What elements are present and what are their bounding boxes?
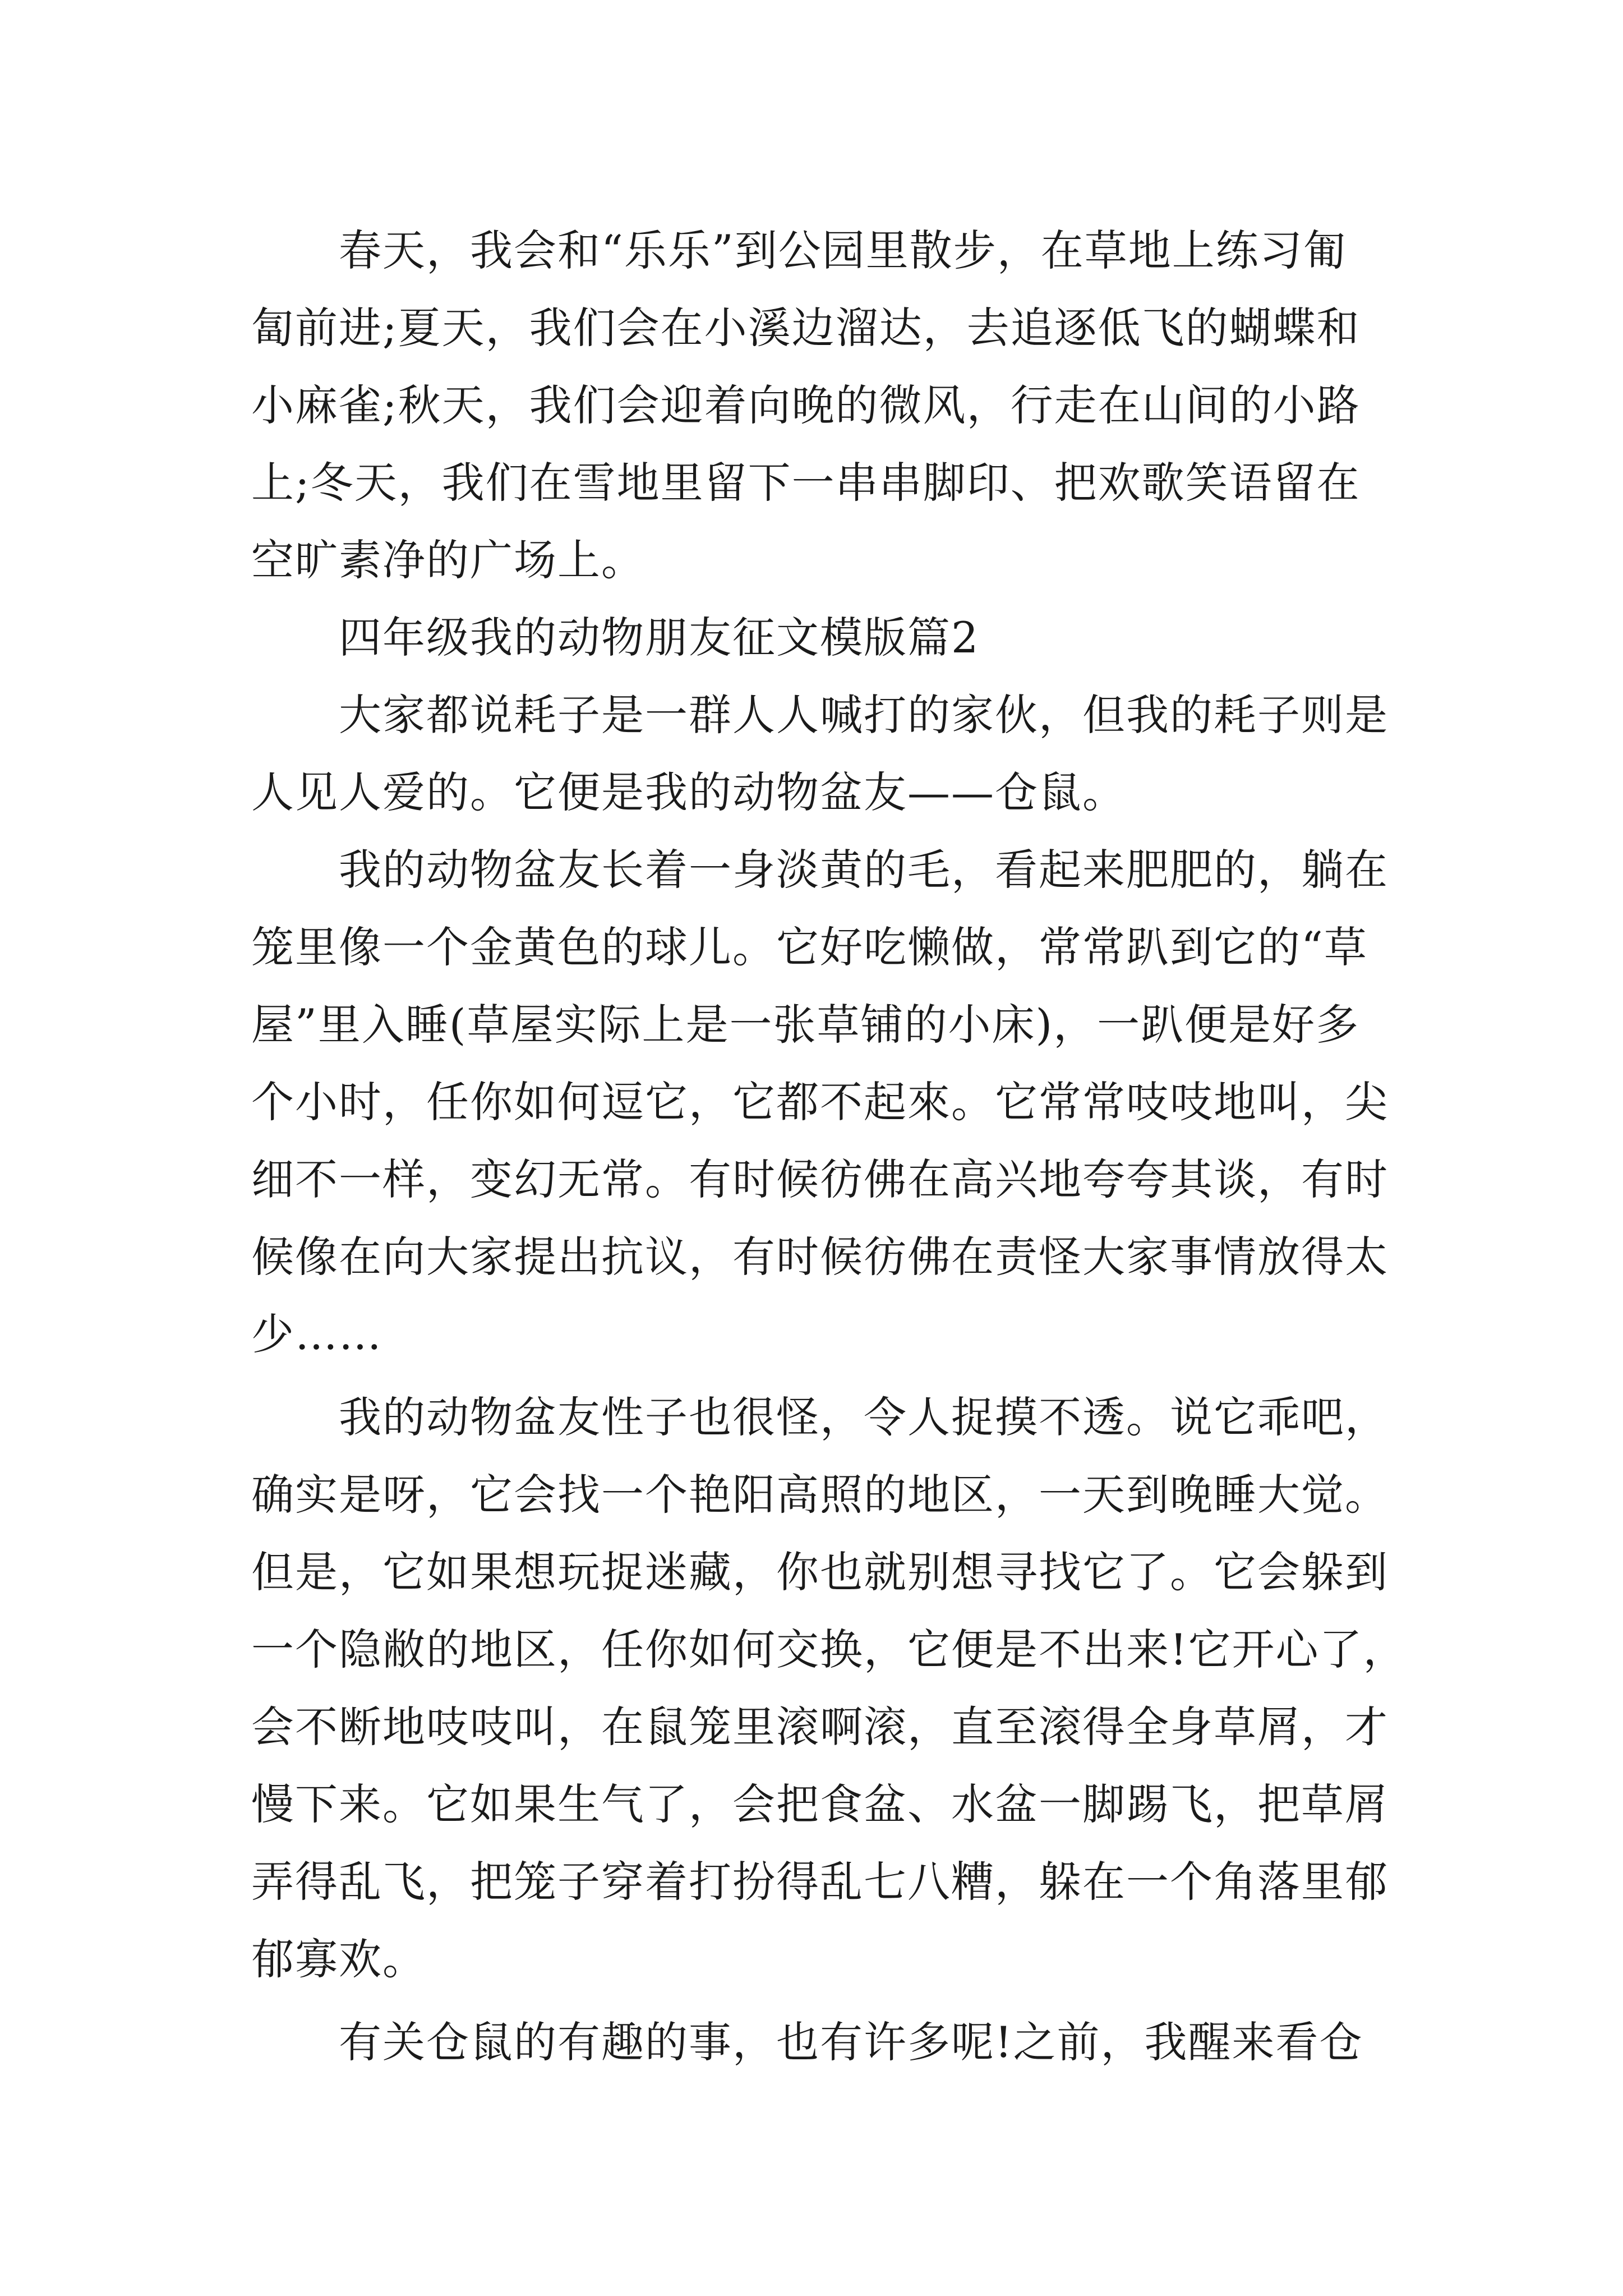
paragraph-line: 我的动物盆友长着一身淡黄的毛，看起来肥肥的，躺在 xyxy=(339,845,1389,895)
paragraph-line: 我的动物盆友性子也很怪，令人捉摸不透。说它乖吧， xyxy=(339,1392,1389,1442)
paragraph-line: 人见人爱的。它便是我的动物盆友——仓鼠。 xyxy=(251,767,1126,817)
paragraph-line: 上;冬天，我们在雪地里留下一串串脚印、把欢歌笑语留在 xyxy=(251,458,1361,508)
paragraph-line: 确实是呀，它会找一个艳阳高照的地区，一天到晚睡大觉。 xyxy=(251,1470,1389,1520)
paragraph-line: 弄得乱飞，把笼子穿着打扮得乱七八糟，躲在一个角落里郁 xyxy=(251,1857,1389,1907)
paragraph-line: 匐前进;夏天，我们会在小溪边溜达，去追逐低飞的蝴蝶和 xyxy=(251,303,1361,353)
paragraph-spring-line: 春天，我会和“乐乐”到公园里散步，在草地上练习匍 xyxy=(339,226,1347,275)
paragraph-line: 大家都说耗子是一群人人喊打的家伙，但我的耗子则是 xyxy=(339,690,1389,740)
paragraph-line: 有关仓鼠的有趣的事，也有许多呢!之前，我醒来看仓 xyxy=(339,2017,1363,2067)
paragraph-line: 但是，它如果想玩捉迷藏，你也就别想寻找它了。它会躲到 xyxy=(251,1547,1389,1597)
paragraph-line: 笼里像一个金黄色的球儿。它好吃懒做，常常趴到它的“草 xyxy=(251,922,1368,972)
paragraph-line: 会不断地吱吱叫，在鼠笼里滚啊滚，直至滚得全身草屑，才 xyxy=(251,1702,1389,1752)
paragraph-line: 郁寡欢。 xyxy=(251,1934,426,1984)
paragraph-line: 细不一样，变幻无常。有时候彷佛在高兴地夸夸其谈，有时 xyxy=(251,1154,1389,1204)
document-body xyxy=(251,212,1407,2081)
paragraph-line: 小麻雀;秋天，我们会迎着向晚的微风，行走在山间的小路 xyxy=(251,380,1361,430)
paragraph-line: 少…… xyxy=(251,1309,382,1359)
section-heading: 四年级我的动物朋友征文模版篇2 xyxy=(339,613,980,662)
paragraph-line: 屋”里入睡(草屋实际上是一张草铺的小床)，一趴便是好多 xyxy=(251,1000,1360,1050)
paragraph-line: 空旷素净的广场上。 xyxy=(251,535,645,585)
paragraph-line: 候像在向大家提出抗议，有时候彷佛在责怪大家事情放得太 xyxy=(251,1232,1389,1282)
paragraph-line: 一个隐敝的地区，任你如何交换，它便是不出来!它开心了， xyxy=(251,1625,1407,1674)
paragraph-line: 慢下来。它如果生气了，会把食盆、水盆一脚踢飞，把草屑 xyxy=(251,1779,1389,1829)
paragraph-line: 个小时，任你如何逗它，它都不起來。它常常吱吱地叫，尖 xyxy=(251,1077,1389,1127)
